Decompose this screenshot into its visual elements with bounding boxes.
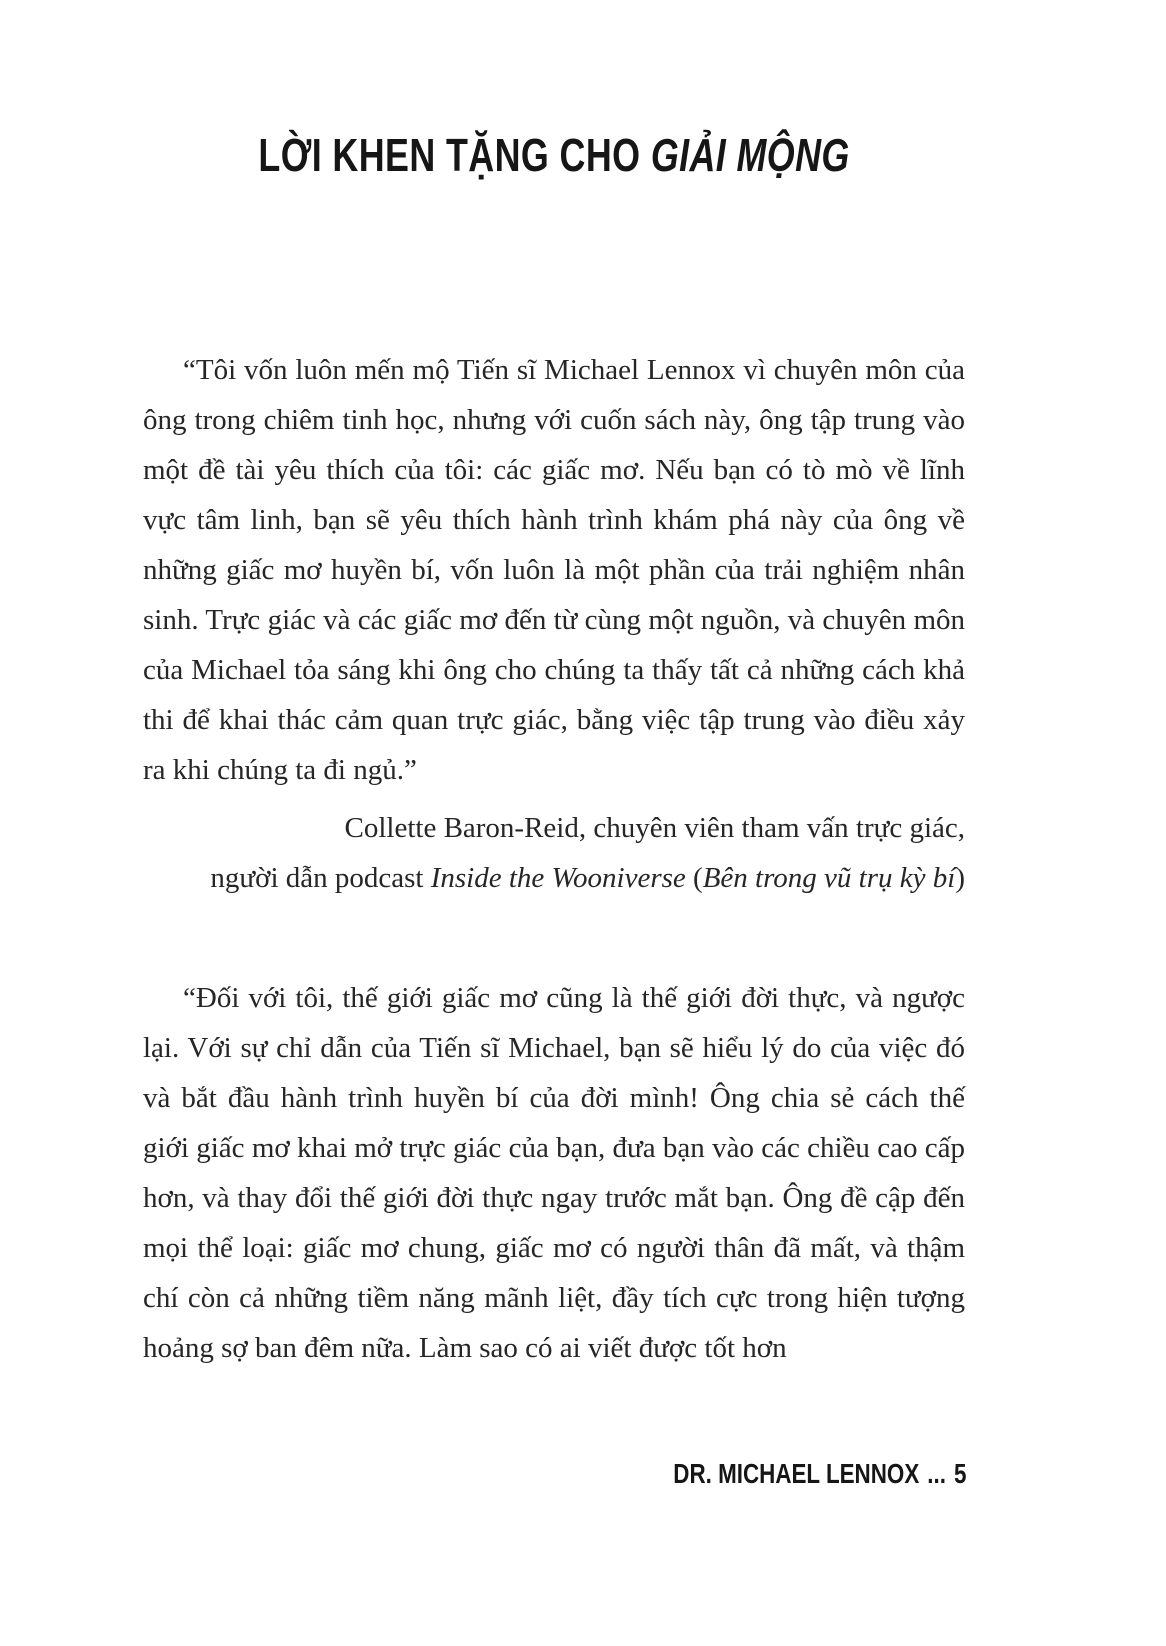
attribution-paren-close: ) [955,862,965,894]
body-text-block [143,345,965,1373]
quote-paragraph-1: “Tôi vốn luôn mến mộ Tiến sĩ Michael Lennox vì chuyên môn của ông trong chiêm tinh học, nhưng với cuốn sách này, ông tập trung vào một đề tài yêu thích của tôi: các giấc mơ. Nếu bạn có tò mò về lĩnh vực tâm linh, bạn sẽ yêu thích hành trình khám phá này của ông về những giấc mơ huyền bí, vốn luôn là một phần của trải nghiệm nhân sinh. Trực giác và các giấc mơ đến từ cùng một nguồn, và chuyên môn của Michael tỏa sáng khi ông cho chúng ta thấy tất cả những cách khả thi để khai thác cảm quan trực giác, bằng việc tập trung vào điều xảy ra khi chúng ta đi ngủ.” [143,354,965,786]
title-italic-part: GIẢI MỘNG [650,129,850,181]
page-title-text [258,128,849,182]
title-regular-part: LỜI KHEN TẶNG CHO [258,129,651,181]
attribution-line-2-prefix: người dẫn podcast [210,862,431,894]
quote-paragraph-2: “Đối với tôi, thế giới giấc mơ cũng là thế giới đời thực, và ngược lại. Với sự chỉ dẫn của Tiến sĩ Michael, bạn sẽ hiểu lý do của việc đó và bắt đầu hành trình huyền bí của đời mình! Ông chia sẻ cách thế giới giấc mơ khai mở trực giác của bạn, đưa bạn vào các chiều cao cấp hơn, và thay đổi thế giới đời thực ngay trước mắt bạn. Ông đề cập đến mọi thể loại: giấc mơ chung, giấc mơ có người thân đã mất, và thậm chí còn cả những tiềm năng mãnh liệt, đầy tích cực trong hiện tượng hoảng sợ ban đêm nữa. Làm sao có ai viết được tốt hơn [143,982,965,1364]
attribution-line-1: Collette Baron-Reid, chuyên viên tham vấn trực giác, [344,812,965,844]
attribution [143,803,965,903]
page-footer-text [673,1458,966,1490]
footer-author: DR. MICHAEL LENNOX [672,1458,919,1489]
section-spacer [143,903,965,973]
attribution-podcast-title: Inside the Wooniverse [430,862,686,894]
page-footer [600,1458,966,1490]
attribution-podcast-translation: Bên trong vũ trụ kỳ bí [702,862,956,894]
footer-separator: ... [926,1458,946,1489]
attribution-paren-open: ( [685,862,703,894]
page-title [143,128,965,182]
footer-page-number: 5 [953,1458,966,1489]
